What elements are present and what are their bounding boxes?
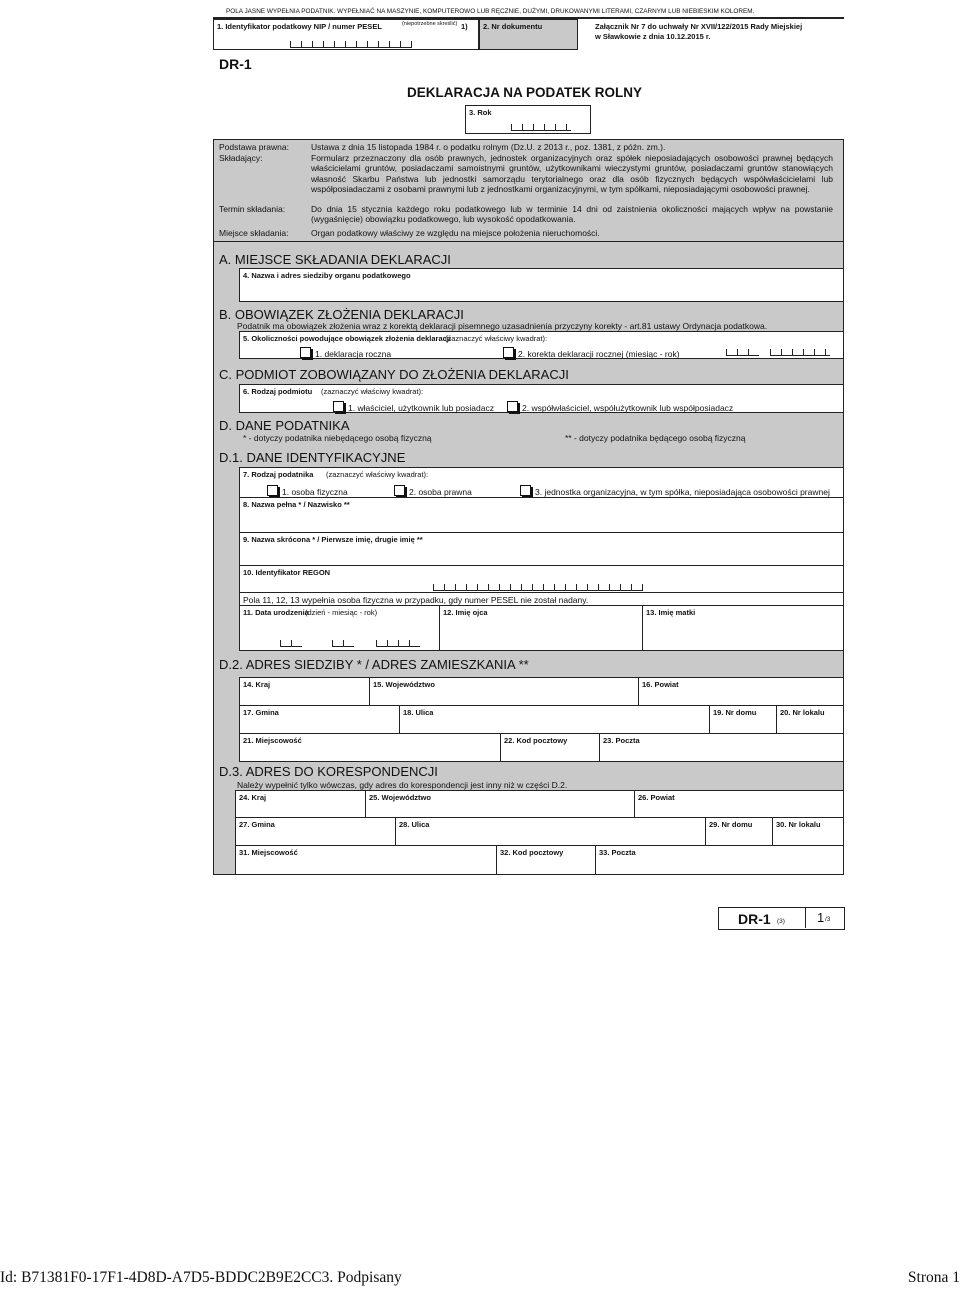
corr-apartment-number-field[interactable] <box>772 817 844 846</box>
corr-street-field[interactable] <box>395 817 706 846</box>
entity-type-label: 6. Rodzaj podmiotu <box>243 387 313 396</box>
section-d-title: D. DANE PODATNIKA <box>219 418 350 433</box>
fill-instruction: POLA JASNE WYPEŁNIA PODATNIK. WYPEŁNIAĆ NA MASZYNIE, KOMPUTEROWO LUB RĘCZNIE, DUŻYMI, DRUKOWANYMI LITERAMI, CZARNYM LUB NIEBIESKIM KOLOREM. <box>226 8 755 15</box>
checkbox-icon[interactable] <box>394 485 405 496</box>
pesel-note-row <box>239 592 844 606</box>
checkbox-icon[interactable] <box>520 485 531 496</box>
regon-label: 10. Identyfikator REGON <box>243 568 331 577</box>
street-label: 18. Ulica <box>403 708 434 717</box>
nip-pesel-label: 1. Identyfikator podatkowy NIP / numer PESEL <box>217 22 382 31</box>
regon-field[interactable] <box>239 565 844 593</box>
month-digit-ticks <box>332 640 354 647</box>
taxpayer-type-label: 7. Rodzaj podatnika <box>243 470 314 479</box>
corr-post-office-label: 33. Poczta <box>599 848 636 857</box>
corr-postal-code-label: 32. Kod pocztowy <box>500 848 564 857</box>
corr-county-field[interactable] <box>634 790 844 818</box>
option-co-owner[interactable] <box>507 401 733 413</box>
basis-label: Podstawa prawna: <box>219 142 289 152</box>
corr-locality-field[interactable] <box>235 845 497 875</box>
section-d-note-right: ** - dotyczy podatnika będącego osobą fizyczną <box>565 433 746 443</box>
form-title: DEKLARACJA NA PODATEK ROLNY <box>407 85 643 100</box>
taxpayer-type-hint: (zaznaczyć właściwy kwadrat): <box>326 470 429 479</box>
commune-label: 17. Gmina <box>243 708 279 717</box>
mother-name-label: 13. Imię matki <box>646 608 696 617</box>
birth-date-field[interactable] <box>239 605 440 651</box>
page-number: Strona 1 <box>907 1269 960 1286</box>
place-text: Organ podatkowy właściwy ze względu na miejsce położenia nieruchomości. <box>311 228 600 238</box>
option-natural-person[interactable] <box>267 485 348 497</box>
corr-country-label: 24. Kraj <box>239 793 267 802</box>
corr-post-office-field[interactable] <box>595 845 844 875</box>
option-correction-label: 2. korekta deklaracji rocznej (miesiąc - rok) <box>518 349 680 359</box>
page-marker-page: 1 <box>817 910 825 925</box>
post-office-label: 23. Poczta <box>603 736 640 745</box>
corr-house-number-field[interactable] <box>705 817 773 846</box>
corr-voivodeship-field[interactable] <box>365 790 635 818</box>
document-number-field <box>479 19 578 50</box>
corr-commune-field[interactable] <box>235 817 396 846</box>
voivodeship-label: 15. Województwo <box>373 680 435 689</box>
section-d3-title: D.3. ADRES DO KORESPONDENCJI <box>219 764 438 779</box>
postal-code-field[interactable] <box>500 733 600 762</box>
option-annual-declaration[interactable] <box>300 347 391 359</box>
day-digit-ticks <box>280 640 302 647</box>
month-digit-ticks <box>726 349 759 356</box>
checkbox-icon[interactable] <box>333 401 344 412</box>
commune-field[interactable] <box>239 705 400 734</box>
year-digit-ticks <box>511 124 571 131</box>
full-name-field[interactable] <box>239 497 844 533</box>
post-office-field[interactable] <box>599 733 844 762</box>
info-divider <box>213 241 844 242</box>
submitter-text: Formularz przeznaczony dla osób prawnych, jednostek organizacyjnych oraz spółek nieposiadających osobowości prawnej będących właścicielami gruntów, posiadaczami samoistnymi gruntów, użytkownikami wieczystymi gruntów, posiadaczami gruntów stanowiących własność Skarbu Państwa lub jednostki samorządu terytorialnego oraz dla osób fizycznych będących współwłaścicielami lub współposiadaczami z osobami prawnymi lub z jednostkami organizacyjnymi, w tym spółkami, nieposiadającymi osobowości prawnej. <box>311 153 833 195</box>
tax-office-label: 4. Nazwa i adres siedziby organu podatkowego <box>243 271 411 280</box>
birth-date-hint: (dzień - miesiąc - rok) <box>305 608 378 617</box>
option-annual-label: 1. deklaracja roczna <box>315 349 392 359</box>
page-marker <box>718 907 845 930</box>
deadline-label: Termin składania: <box>219 204 286 214</box>
page-marker-code-sub: (3) <box>777 918 785 925</box>
checkbox-icon[interactable] <box>267 485 278 496</box>
annex-line-2: w Sławkowie z dnia 10.12.2015 r. <box>595 32 711 41</box>
postal-code-label: 22. Kod pocztowy <box>504 736 568 745</box>
locality-field[interactable] <box>239 733 501 762</box>
section-c-title: C. PODMIOT ZOBOWIĄZANY DO ZŁOŻENIA DEKLARACJI <box>219 367 569 382</box>
option-legal-person-label: 2. osoba prawna <box>409 487 472 497</box>
option-owner[interactable] <box>333 401 494 413</box>
entity-type-field[interactable] <box>239 384 844 413</box>
section-b-note: Podatnik ma obowiązek złożenia wraz z korektą deklaracji pisemnego uzasadnienia przyczyny korekty - art.81 ustawy Ordynacja podatkowa. <box>237 321 768 331</box>
section-d2-title: D.2. ADRES SIEDZIBY * / ADRES ZAMIESZKANIA ** <box>219 657 529 672</box>
section-d-note-left: * - dotyczy podatnika niebędącego osobą fizyczną <box>243 433 432 443</box>
annex-line-1: Załącznik Nr 7 do uchwały Nr XVII/122/2015 Rady Miejskiej <box>595 22 803 31</box>
year-label: 3. Rok <box>469 108 492 117</box>
year-digit-ticks <box>376 640 420 647</box>
year-field[interactable] <box>465 105 591 134</box>
corr-locality-label: 31. Miejscowość <box>239 848 298 857</box>
checkbox-icon[interactable] <box>300 347 311 358</box>
page-marker-divider <box>805 908 806 928</box>
county-label: 16. Powiat <box>642 680 679 689</box>
circumstances-field[interactable] <box>239 331 844 359</box>
option-natural-person-label: 1. osoba fizyczna <box>282 487 348 497</box>
option-owner-label: 1. właściciel, użytkownik lub posiadacz <box>348 403 494 413</box>
section-d1-title: D.1. DANE IDENTYFIKACYJNE <box>219 450 406 465</box>
father-name-label: 12. Imię ojca <box>443 608 488 617</box>
page-marker-code: DR-1 <box>738 911 771 927</box>
option-organizational-unit[interactable] <box>520 485 830 497</box>
option-organizational-unit-label: 3. jednostka organizacyjna, w tym spółka, nieposiadająca osobowości prawnej <box>535 487 830 497</box>
option-correction[interactable] <box>503 347 680 359</box>
locality-label: 21. Miejscowość <box>243 736 302 745</box>
full-name-label: 8. Nazwa pełna * / Nazwisko ** <box>243 500 350 509</box>
mother-name-field[interactable] <box>642 605 844 651</box>
tax-office-field[interactable] <box>239 268 844 302</box>
circumstances-hint: (zaznaczyć właściwy kwadrat): <box>445 334 548 343</box>
corr-postal-code-field[interactable] <box>496 845 596 875</box>
section-d3-note: Należy wypełnić tylko wówczas, gdy adres do korespondencji jest inny niż w części D.2. <box>237 780 568 790</box>
option-co-owner-label: 2. współwłaściciel, współużytkownik lub współposiadacz <box>522 403 734 413</box>
country-field[interactable] <box>239 677 370 706</box>
taxpayer-type-field[interactable] <box>239 467 844 498</box>
country-label: 14. Kraj <box>243 680 271 689</box>
checkbox-icon[interactable] <box>507 401 518 412</box>
nip-pesel-note: (niepotrzebne skreślić) <box>402 21 458 27</box>
corr-county-label: 26. Powiat <box>638 793 675 802</box>
house-number-field[interactable] <box>709 705 777 734</box>
document-id: Id: B71381F0-17F1-4D8D-A7D5-BDDC2B9E2CC3. Podpisany <box>0 1269 402 1286</box>
place-label: Miejsce składania: <box>219 228 289 238</box>
street-field[interactable] <box>399 705 710 734</box>
checkbox-icon[interactable] <box>503 347 514 358</box>
birth-date-label: 11. Data urodzenia <box>243 608 309 617</box>
short-name-field[interactable] <box>239 532 844 566</box>
short-name-label: 9. Nazwa skrócona * / Pierwsze imię, drugie imię ** <box>243 535 423 544</box>
county-field[interactable] <box>638 677 844 706</box>
circumstances-label: 5. Okoliczności powodujące obowiązek złożenia deklaracji <box>243 334 451 343</box>
nip-digit-ticks <box>290 41 412 48</box>
apartment-number-label: 20. Nr lokalu <box>780 708 825 717</box>
corr-commune-label: 27. Gmina <box>239 820 275 829</box>
corr-voivodeship-label: 25. Województwo <box>369 793 431 802</box>
form-code: DR-1 <box>219 56 252 72</box>
section-b-title: B. OBOWIĄZEK ZŁOŻENIA DEKLARACJI <box>219 307 464 322</box>
corr-house-number-label: 29. Nr domu <box>709 820 753 829</box>
section-a-title: A. MIEJSCE SKŁADANIA DEKLARACJI <box>219 252 451 267</box>
nip-pesel-footnote: 1) <box>461 22 468 31</box>
year-correction-ticks <box>770 349 830 356</box>
submitter-label: Składający: <box>219 153 263 163</box>
corr-country-field[interactable] <box>235 790 366 818</box>
house-number-label: 19. Nr domu <box>713 708 757 717</box>
corr-apartment-number-label: 30. Nr lokalu <box>776 820 821 829</box>
father-name-field[interactable] <box>439 605 643 651</box>
document-number-label: 2. Nr dokumentu <box>483 22 543 31</box>
pesel-note: Pola 11, 12, 13 wypełnia osoba fizyczna w przypadku, gdy numer PESEL nie został nadany. <box>243 595 589 605</box>
apartment-number-field[interactable] <box>776 705 844 734</box>
voivodeship-field[interactable] <box>369 677 639 706</box>
deadline-text: Do dnia 15 stycznia każdego roku podatkowego lub w terminie 14 dni od zaistnienia okoliczności mających wpływ na powstanie (wygaśnięcie) obowiązku podatkowego, lub wysokość opodatkowania. <box>311 204 833 225</box>
regon-digit-ticks <box>433 584 643 591</box>
corr-street-label: 28. Ulica <box>399 820 430 829</box>
basis-text: Ustawa z dnia 15 listopada 1984 r. o podatku rolnym (Dz.U. z 2013 r., poz. 1381, z późn. zm.). <box>311 142 666 152</box>
option-legal-person[interactable] <box>394 485 472 497</box>
nip-pesel-field[interactable] <box>213 19 479 50</box>
entity-type-hint: (zaznaczyć właściwy kwadrat): <box>321 387 424 396</box>
page-marker-page-sub: /3 <box>825 916 831 923</box>
